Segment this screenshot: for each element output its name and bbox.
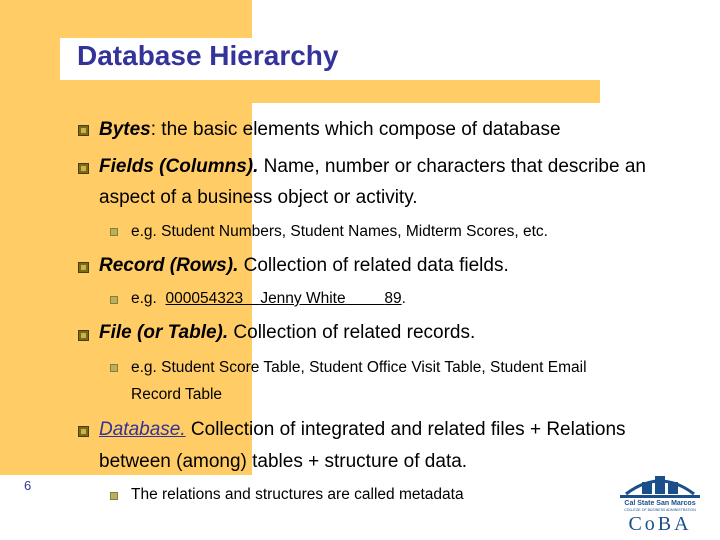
- bullet-term: Database.: [99, 419, 186, 440]
- bullet-text: Collection of related data fields.: [238, 255, 509, 276]
- building-icon: [612, 466, 708, 500]
- bullet-database: [99, 419, 626, 441]
- bullet-term: Fields (Columns).: [99, 156, 259, 177]
- bullet-file: [99, 322, 475, 344]
- bullet-icon: [78, 426, 89, 437]
- bullet-text: : the basic elements which compose of database: [150, 119, 561, 140]
- bullet-icon: [78, 163, 89, 174]
- page-number: 6: [24, 478, 32, 493]
- record-id: 000054323: [165, 290, 244, 307]
- sub-bullet-icon: [110, 228, 118, 236]
- title-band: [60, 80, 600, 102]
- record-name: Jenny White: [260, 290, 346, 307]
- sub-bullet-file-example: e.g. Student Score Table, Student Office Visit Table, Student Email: [131, 359, 587, 376]
- sub-bullet-database-note: The relations and structures are called metadata: [131, 486, 464, 503]
- bullet-text: Collection of integrated and related files + Relations: [185, 419, 626, 440]
- record-prefix: e.g.: [131, 290, 157, 307]
- csusm-coba-logo: [612, 466, 708, 536]
- bullet-term: File (or Table).: [99, 322, 229, 343]
- logo-university: Cal State San Marcos: [624, 500, 696, 507]
- bullet-database-cont: between (among) tables + structure of data.: [99, 451, 468, 472]
- record-suffix: .: [401, 290, 406, 307]
- bullet-icon: [78, 262, 89, 273]
- record-score: 89: [384, 290, 402, 307]
- sub-bullet-icon: [110, 296, 118, 304]
- sub-bullet-record-example: [131, 289, 406, 309]
- bullet-icon: [78, 330, 89, 341]
- bullet-fields-cont: aspect of a business object or activity.: [99, 187, 418, 208]
- bullet-term: Record (Rows).: [99, 255, 239, 276]
- slide-title: Database Hierarchy: [77, 40, 339, 71]
- sub-bullet-file-example-cont: Record Table: [131, 386, 223, 403]
- bullet-text: Name, number or characters that describe an: [258, 156, 646, 177]
- sub-bullet-fields-example: e.g. Student Numbers, Student Names, Midterm Scores, etc.: [131, 223, 548, 240]
- bullet-icon: [78, 125, 89, 136]
- bullet-fields: [99, 156, 646, 178]
- logo-coba: CoBA: [628, 513, 692, 535]
- sub-bullet-icon: [110, 492, 118, 500]
- bullet-term: Bytes: [99, 119, 151, 140]
- bullet-text: Collection of related records.: [228, 322, 476, 343]
- bullet-bytes: [99, 119, 561, 141]
- logo-college: COLLEGE OF BUSINESS ADMINISTRATION: [624, 508, 696, 512]
- bullet-record: [99, 255, 509, 277]
- sub-bullet-icon: [110, 364, 118, 372]
